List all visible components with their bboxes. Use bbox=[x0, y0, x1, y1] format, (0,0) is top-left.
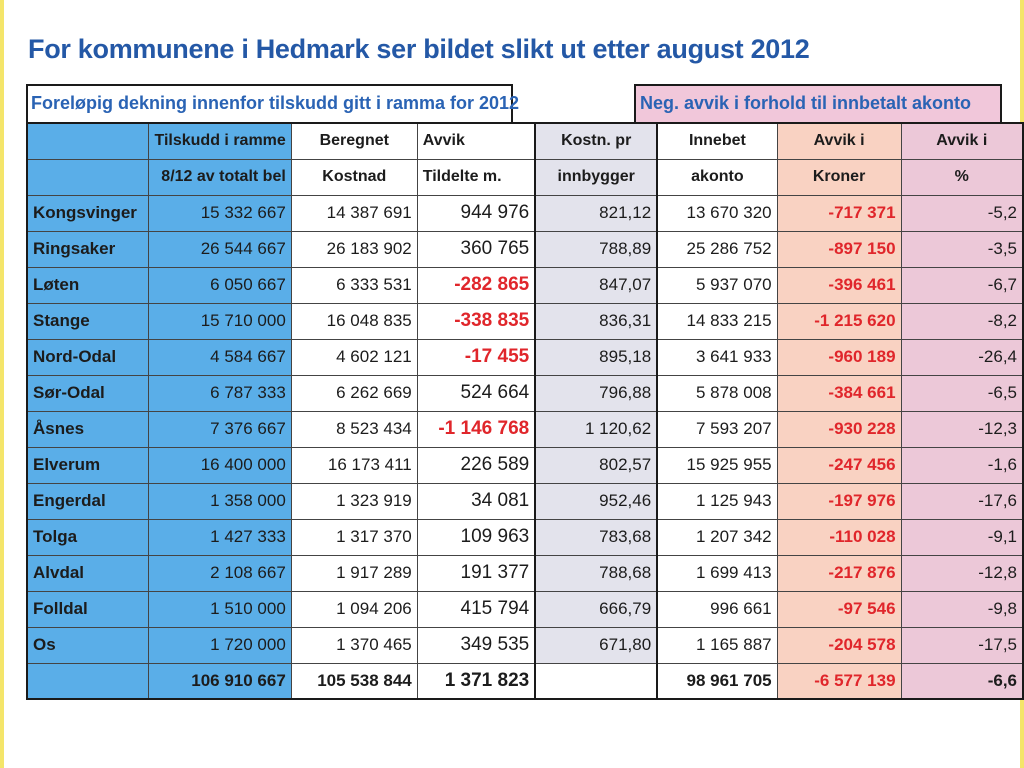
cell-tilskudd-i-ramme: 6 050 667 bbox=[149, 267, 291, 303]
cell-avvik-kroner: -204 578 bbox=[777, 627, 901, 663]
cell-tilskudd-i-ramme: 16 400 000 bbox=[149, 447, 291, 483]
cell-beregnet-kostnad: 16 048 835 bbox=[291, 303, 417, 339]
cell-beregnet-kostnad: 6 262 669 bbox=[291, 375, 417, 411]
cell-municipality: Alvdal bbox=[27, 555, 149, 591]
cell-avvik-kroner: -197 976 bbox=[777, 483, 901, 519]
cell-avvik-prosent: -17,6 bbox=[901, 483, 1023, 519]
table-row bbox=[27, 231, 1023, 267]
total-avvik-prosent: -6,6 bbox=[901, 663, 1023, 699]
cell-municipality: Engerdal bbox=[27, 483, 149, 519]
header-tilskudd-i-ramme: 8/12 av totalt bel bbox=[149, 159, 291, 195]
cell-innebet-akonto: 1 699 413 bbox=[657, 555, 777, 591]
table-row bbox=[27, 483, 1023, 519]
cell-municipality: Elverum bbox=[27, 447, 149, 483]
cell-beregnet-kostnad: 1 323 919 bbox=[291, 483, 417, 519]
cell-beregnet-kostnad: 14 387 691 bbox=[291, 195, 417, 231]
cell-kostn-pr-innbygger: 666,79 bbox=[535, 591, 657, 627]
cell-beregnet-kostnad: 4 602 121 bbox=[291, 339, 417, 375]
cell-kostn-pr-innbygger: 796,88 bbox=[535, 375, 657, 411]
cell-municipality: Os bbox=[27, 627, 149, 663]
cell-kostn-pr-innbygger: 952,46 bbox=[535, 483, 657, 519]
cell-municipality: Ringsaker bbox=[27, 231, 149, 267]
table-row bbox=[27, 411, 1023, 447]
table-row bbox=[27, 339, 1023, 375]
table-row bbox=[27, 303, 1023, 339]
header-avvik-prosent: Avvik i bbox=[901, 123, 1023, 159]
header-kostn-pr-innbygger: innbygger bbox=[535, 159, 657, 195]
cell-innebet-akonto: 14 833 215 bbox=[657, 303, 777, 339]
cell-kostn-pr-innbygger: 847,07 bbox=[535, 267, 657, 303]
table-row bbox=[27, 447, 1023, 483]
total-avvik-kroner: -6 577 139 bbox=[777, 663, 901, 699]
header-beregnet-kostnad: Beregnet bbox=[291, 123, 417, 159]
cell-kostn-pr-innbygger: 788,68 bbox=[535, 555, 657, 591]
cell-tilskudd-i-ramme: 7 376 667 bbox=[149, 411, 291, 447]
cell-tilskudd-i-ramme: 1 720 000 bbox=[149, 627, 291, 663]
cell-avvik-tildelte: 34 081 bbox=[417, 483, 535, 519]
cell-tilskudd-i-ramme: 6 787 333 bbox=[149, 375, 291, 411]
page-title: For kommunene i Hedmark ser bildet slikt ut etter august 2012 bbox=[28, 34, 810, 64]
cell-avvik-tildelte: 109 963 bbox=[417, 519, 535, 555]
cell-innebet-akonto: 996 661 bbox=[657, 591, 777, 627]
cell-tilskudd-i-ramme: 15 332 667 bbox=[149, 195, 291, 231]
cell-municipality: Tolga bbox=[27, 519, 149, 555]
cell-avvik-prosent: -3,5 bbox=[901, 231, 1023, 267]
cell-beregnet-kostnad: 1 917 289 bbox=[291, 555, 417, 591]
table-row bbox=[27, 555, 1023, 591]
table-row bbox=[27, 591, 1023, 627]
cell-avvik-prosent: -9,1 bbox=[901, 519, 1023, 555]
cell-beregnet-kostnad: 1 370 465 bbox=[291, 627, 417, 663]
cell-avvik-prosent: -6,7 bbox=[901, 267, 1023, 303]
cell-innebet-akonto: 13 670 320 bbox=[657, 195, 777, 231]
cell-tilskudd-i-ramme: 2 108 667 bbox=[149, 555, 291, 591]
totals-row bbox=[27, 663, 1023, 699]
table-row bbox=[27, 519, 1023, 555]
cell-tilskudd-i-ramme: 26 544 667 bbox=[149, 231, 291, 267]
cell-kostn-pr-innbygger: 1 120,62 bbox=[535, 411, 657, 447]
cell-avvik-prosent: -12,3 bbox=[901, 411, 1023, 447]
cell-municipality: Stange bbox=[27, 303, 149, 339]
cell-avvik-prosent: -26,4 bbox=[901, 339, 1023, 375]
total-kostn-pr-innbygger bbox=[535, 663, 657, 699]
table-row bbox=[27, 627, 1023, 663]
cell-avvik-tildelte: 524 664 bbox=[417, 375, 535, 411]
subtitle-right: Neg. avvik i forhold til innbetalt akonto bbox=[634, 84, 1002, 122]
total-innebet-akonto: 98 961 705 bbox=[657, 663, 777, 699]
cell-avvik-tildelte: -17 455 bbox=[417, 339, 535, 375]
cell-innebet-akonto: 5 937 070 bbox=[657, 267, 777, 303]
cell-beregnet-kostnad: 26 183 902 bbox=[291, 231, 417, 267]
cell-avvik-tildelte: 226 589 bbox=[417, 447, 535, 483]
header-avvik-kroner: Kroner bbox=[777, 159, 901, 195]
cell-beregnet-kostnad: 8 523 434 bbox=[291, 411, 417, 447]
cell-avvik-kroner: -247 456 bbox=[777, 447, 901, 483]
cell-innebet-akonto: 5 878 008 bbox=[657, 375, 777, 411]
municipality-table bbox=[26, 122, 1024, 700]
cell-beregnet-kostnad: 6 333 531 bbox=[291, 267, 417, 303]
header-avvik-kroner: Avvik i bbox=[777, 123, 901, 159]
cell-innebet-akonto: 15 925 955 bbox=[657, 447, 777, 483]
cell-avvik-kroner: -384 661 bbox=[777, 375, 901, 411]
cell-avvik-tildelte: 349 535 bbox=[417, 627, 535, 663]
subtitle-left: Foreløpig dekning innenfor tilskudd gitt i ramma for 2012 bbox=[26, 84, 513, 122]
total-municipality bbox=[27, 663, 149, 699]
cell-avvik-tildelte: -1 146 768 bbox=[417, 411, 535, 447]
cell-kostn-pr-innbygger: 895,18 bbox=[535, 339, 657, 375]
cell-avvik-kroner: -717 371 bbox=[777, 195, 901, 231]
cell-avvik-tildelte: 415 794 bbox=[417, 591, 535, 627]
cell-avvik-tildelte: 944 976 bbox=[417, 195, 535, 231]
left-edge-stripe bbox=[0, 0, 4, 768]
cell-avvik-prosent: -9,8 bbox=[901, 591, 1023, 627]
header-row-2 bbox=[27, 159, 1023, 195]
header-innebet-akonto: akonto bbox=[657, 159, 777, 195]
cell-avvik-kroner: -97 546 bbox=[777, 591, 901, 627]
table-row bbox=[27, 195, 1023, 231]
cell-municipality: Sør-Odal bbox=[27, 375, 149, 411]
cell-avvik-prosent: -17,5 bbox=[901, 627, 1023, 663]
header-avvik-tildelte: Avvik bbox=[417, 123, 535, 159]
cell-tilskudd-i-ramme: 4 584 667 bbox=[149, 339, 291, 375]
cell-tilskudd-i-ramme: 1 427 333 bbox=[149, 519, 291, 555]
total-beregnet-kostnad: 105 538 844 bbox=[291, 663, 417, 699]
total-tilskudd-i-ramme: 106 910 667 bbox=[149, 663, 291, 699]
cell-avvik-kroner: -110 028 bbox=[777, 519, 901, 555]
cell-beregnet-kostnad: 16 173 411 bbox=[291, 447, 417, 483]
cell-avvik-prosent: -5,2 bbox=[901, 195, 1023, 231]
cell-avvik-kroner: -1 215 620 bbox=[777, 303, 901, 339]
cell-innebet-akonto: 1 207 342 bbox=[657, 519, 777, 555]
cell-innebet-akonto: 25 286 752 bbox=[657, 231, 777, 267]
cell-municipality: Nord-Odal bbox=[27, 339, 149, 375]
cell-tilskudd-i-ramme: 1 358 000 bbox=[149, 483, 291, 519]
header-municipality bbox=[27, 123, 149, 159]
cell-innebet-akonto: 1 125 943 bbox=[657, 483, 777, 519]
cell-avvik-tildelte: 191 377 bbox=[417, 555, 535, 591]
cell-avvik-prosent: -12,8 bbox=[901, 555, 1023, 591]
cell-tilskudd-i-ramme: 15 710 000 bbox=[149, 303, 291, 339]
cell-avvik-tildelte: -282 865 bbox=[417, 267, 535, 303]
cell-municipality: Løten bbox=[27, 267, 149, 303]
cell-kostn-pr-innbygger: 802,57 bbox=[535, 447, 657, 483]
header-kostn-pr-innbygger: Kostn. pr bbox=[535, 123, 657, 159]
header-avvik-prosent: % bbox=[901, 159, 1023, 195]
cell-municipality: Folldal bbox=[27, 591, 149, 627]
cell-avvik-prosent: -6,5 bbox=[901, 375, 1023, 411]
cell-avvik-kroner: -396 461 bbox=[777, 267, 901, 303]
cell-avvik-prosent: -1,6 bbox=[901, 447, 1023, 483]
cell-tilskudd-i-ramme: 1 510 000 bbox=[149, 591, 291, 627]
header-row-1 bbox=[27, 123, 1023, 159]
cell-avvik-kroner: -960 189 bbox=[777, 339, 901, 375]
cell-innebet-akonto: 3 641 933 bbox=[657, 339, 777, 375]
cell-avvik-tildelte: 360 765 bbox=[417, 231, 535, 267]
cell-avvik-kroner: -897 150 bbox=[777, 231, 901, 267]
header-avvik-tildelte: Tildelte m. bbox=[417, 159, 535, 195]
cell-kostn-pr-innbygger: 671,80 bbox=[535, 627, 657, 663]
cell-innebet-akonto: 7 593 207 bbox=[657, 411, 777, 447]
cell-innebet-akonto: 1 165 887 bbox=[657, 627, 777, 663]
header-beregnet-kostnad: Kostnad bbox=[291, 159, 417, 195]
cell-beregnet-kostnad: 1 317 370 bbox=[291, 519, 417, 555]
cell-beregnet-kostnad: 1 094 206 bbox=[291, 591, 417, 627]
cell-kostn-pr-innbygger: 821,12 bbox=[535, 195, 657, 231]
cell-municipality: Åsnes bbox=[27, 411, 149, 447]
table-row bbox=[27, 267, 1023, 303]
cell-kostn-pr-innbygger: 783,68 bbox=[535, 519, 657, 555]
cell-municipality: Kongsvinger bbox=[27, 195, 149, 231]
cell-kostn-pr-innbygger: 836,31 bbox=[535, 303, 657, 339]
cell-avvik-kroner: -217 876 bbox=[777, 555, 901, 591]
header-tilskudd-i-ramme: Tilskudd i ramme bbox=[149, 123, 291, 159]
cell-avvik-kroner: -930 228 bbox=[777, 411, 901, 447]
table-row bbox=[27, 375, 1023, 411]
header-municipality bbox=[27, 159, 149, 195]
header-innebet-akonto: Innebet bbox=[657, 123, 777, 159]
total-avvik-tildelte: 1 371 823 bbox=[417, 663, 535, 699]
cell-kostn-pr-innbygger: 788,89 bbox=[535, 231, 657, 267]
cell-avvik-tildelte: -338 835 bbox=[417, 303, 535, 339]
cell-avvik-prosent: -8,2 bbox=[901, 303, 1023, 339]
